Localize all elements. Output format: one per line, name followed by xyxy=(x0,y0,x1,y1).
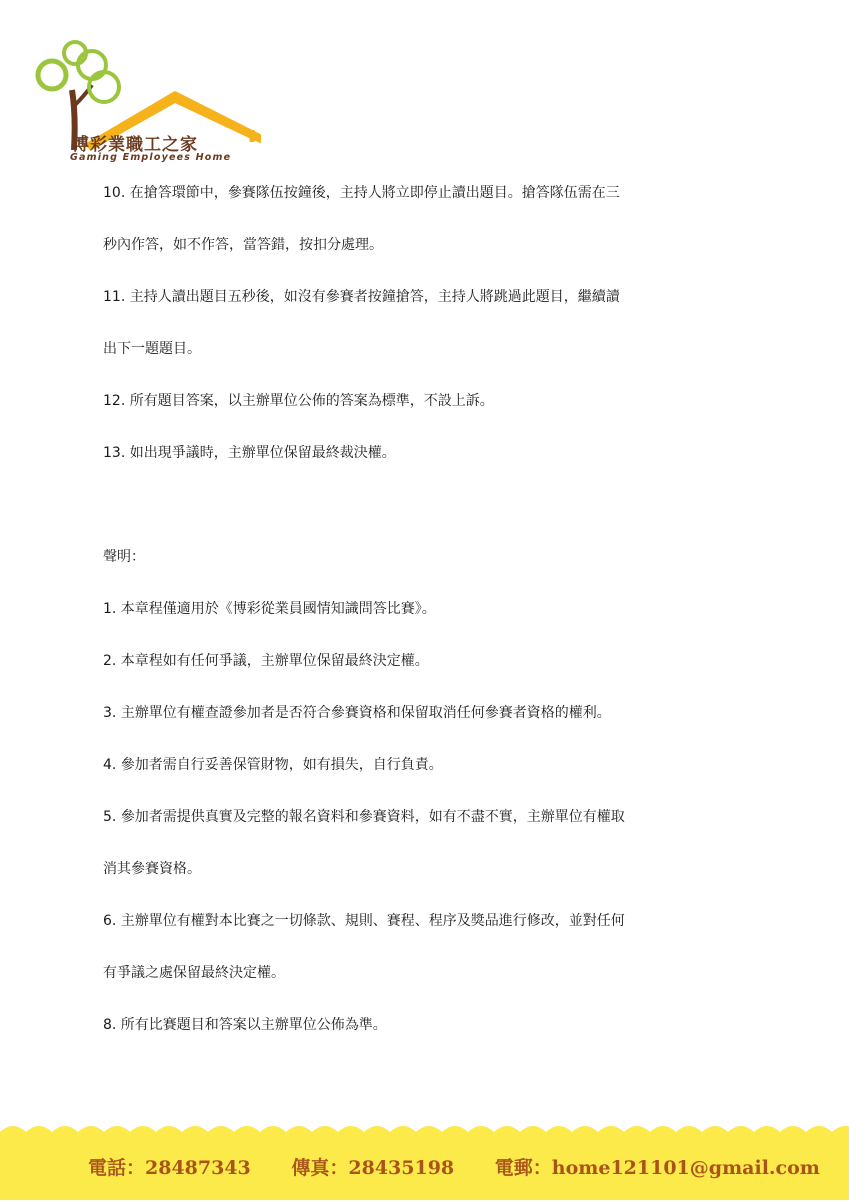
footer-phone: 電話：28487343 xyxy=(88,1157,251,1179)
declaration-line: 5. 參加者需提供真實及完整的報名資料和參賽資料，如有不盡不實，主辦單位有權取 xyxy=(103,809,625,825)
logo-name-en: Gaming Employees Home xyxy=(70,152,232,163)
footer-address-cutoff xyxy=(88,1192,768,1200)
declaration-line: 8. 所有比賽題目和答案以主辦單位公佈為準。 xyxy=(103,1017,387,1033)
footer-fax: 傳真：28435198 xyxy=(291,1157,455,1179)
declaration-line: 消其參賽資格。 xyxy=(103,861,201,877)
rule-line: 11. 主持人讀出題目五秒後，如沒有參賽者按鐘搶答，主持人將跳過此題目，繼續讀 xyxy=(103,289,620,305)
rule-line: 10. 在搶答環節中，參賽隊伍按鐘後，主持人將立即停止讀出題目。搶答隊伍需在三 xyxy=(103,185,620,201)
declaration-line: 有爭議之處保留最終決定權。 xyxy=(103,965,285,981)
rule-line: 13. 如出現爭議時，主辦單位保留最終裁決權。 xyxy=(103,445,396,461)
rule-line: 12. 所有題目答案，以主辦單位公佈的答案為標準，不設上訴。 xyxy=(103,393,494,409)
declaration-line: 6. 主辦單位有權對本比賽之一切條款、規則、賽程、程序及獎品進行修改，並對任何 xyxy=(103,913,625,929)
footer-email: 電郵：home121101@gmail.com xyxy=(494,1157,820,1179)
rule-line: 出下一題題目。 xyxy=(103,341,201,357)
rule-line: 秒內作答，如不作答，當答錯，按扣分處理。 xyxy=(103,237,383,253)
declaration-line: 2. 本章程如有任何爭議，主辦單位保留最終決定權。 xyxy=(103,653,429,669)
declaration-line: 1. 本章程僅適用於《博彩從業員國情知識問答比賽》。 xyxy=(103,601,436,617)
declaration-line: 4. 參加者需自行妥善保管財物，如有損失，自行負責。 xyxy=(103,757,443,773)
logo-name-cn: 博彩業職工之家 xyxy=(72,135,198,155)
document-body xyxy=(103,180,763,1064)
declaration-line: 3. 主辦單位有權查證參加者是否符合參賽資格和保留取消任何參賽者資格的權利。 xyxy=(103,705,611,721)
declaration-heading: 聲明： xyxy=(103,549,145,565)
footer-contact xyxy=(88,1153,849,1180)
